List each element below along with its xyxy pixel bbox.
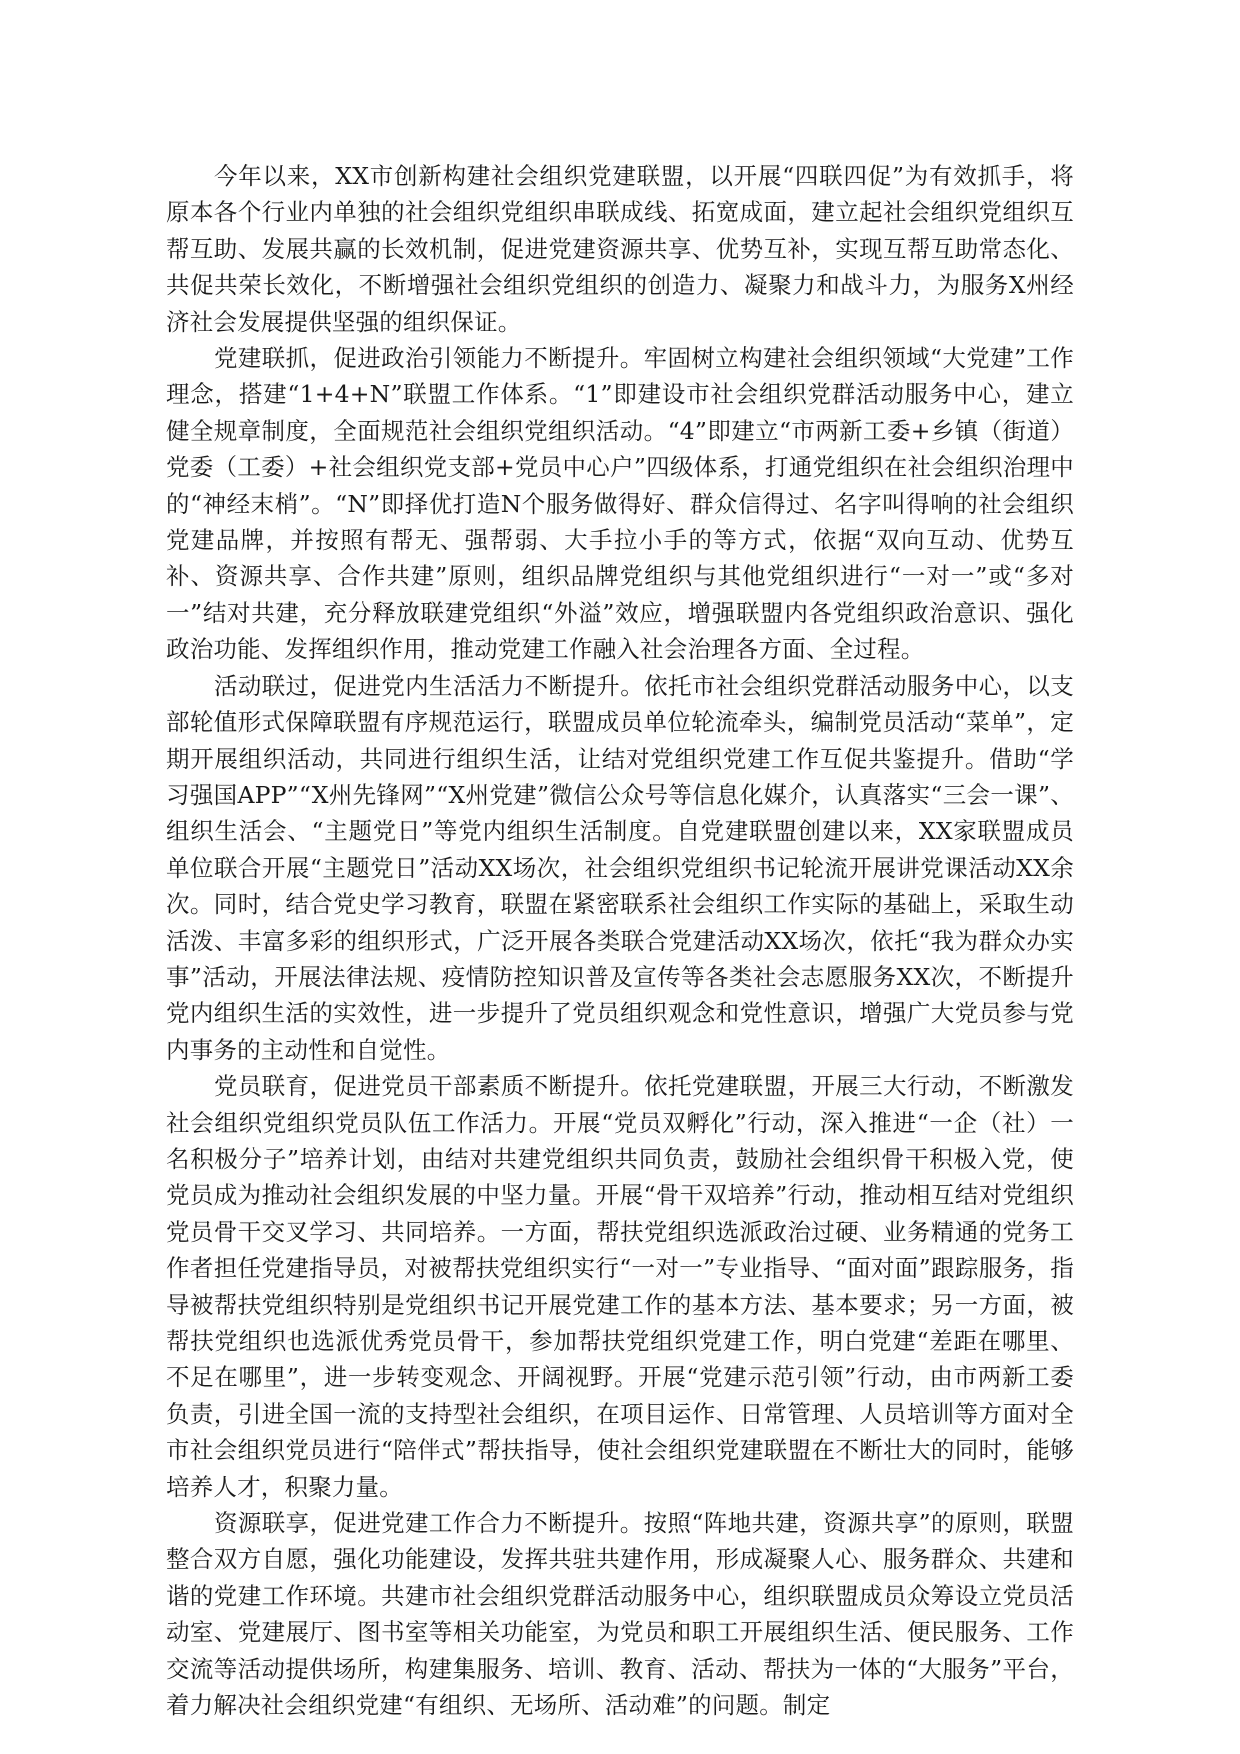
document-body	[166, 158, 1074, 1723]
paragraph-resource-sharing: 资源联享，促进党建工作合力不断提升。按照“阵地共建，资源共享”的原则，联盟整合双方自愿，强化功能建设，发挥共驻共建作用，形成凝聚人心、服务群众、共建和谐的党建工作环境。共建市社会组织党群活动服务中心，组织联盟成员众筹设立党员活动室、党建展厅、图书室等相关功能室，为党员和职工开展组织生活、便民服务、工作交流等活动提供场所，构建集服务、培训、教育、活动、帮扶为一体的“大服务”平台，着力解决社会组织党建“有组织、无场所、活动难”的问题。制定	[166, 1509, 1074, 1720]
paragraph-intro: 今年以来，XX市创新构建社会组织党建联盟，以开展“四联四促”为有效抓手，将原本各个行业内单独的社会组织党组织串联成线、拓宽成面，建立起社会组织党组织互帮互助、发展共赢的长效机制，促进党建资源共享、优势互补，实现互帮互助常态化、共促共荣长效化，不断增强社会组织党组织的创造力、凝聚力和战斗力，为服务X州经济社会发展提供坚强的组织保证。	[166, 162, 1074, 336]
paragraph-party-building: 党建联抓，促进政治引领能力不断提升。牢固树立构建社会组织领域“大党建”工作理念，搭建“1+4+N”联盟工作体系。“1”即建设市社会组织党群活动服务中心，建立健全规章制度，全面规范社会组织党组织活动。“4”即建立“市两新工委+乡镇（街道）党委（工委）+社会组织党支部+党员中心户”四级体系，打通党组织在社会组织治理中的“神经末梢”。“N”即择优打造N个服务做得好、群众信得过、名字叫得响的社会组织党建品牌，并按照有帮无、强帮弱、大手拉小手的等方式，依据“双向互动、优势互补、资源共享、合作共建”原则，组织品牌党组织与其他党组织进行“一对一”或“多对一”结对共建，充分释放联建党组织“外溢”效应，增强联盟内各党组织政治意识、强化政治功能、发挥组织作用，推动党建工作融入社会治理各方面、全过程。	[166, 344, 1074, 664]
paragraph-member-training: 党员联育，促进党员干部素质不断提升。依托党建联盟，开展三大行动，不断激发社会组织党组织党员队伍工作活力。开展“党员双孵化”行动，深入推进“一企（社）一名积极分子”培养计划，由结对共建党组织共同负责，鼓励社会组织骨干积极入党，使党员成为推动社会组织发展的中坚力量。开展“骨干双培养”行动，推动相互结对党组织党员骨干交叉学习、共同培养。一方面，帮扶党组织选派政治过硬、业务精通的党务工作者担任党建指导员，对被帮扶党组织实行“一对一”专业指导、“面对面”跟踪服务，指导被帮扶党组织特别是党组织书记开展党建工作的基本方法、基本要求；另一方面，被帮扶党组织也选派优秀党员骨干，参加帮扶党组织党建工作，明白党建“差距在哪里、不足在哪里”，进一步转变观念、开阔视野。开展“党建示范引领”行动，由市两新工委负责，引进全国一流的支持型社会组织，在项目运作、日常管理、人员培训等方面对全市社会组织党员进行“陪伴式”帮扶指导，使社会组织党建联盟在不断壮大的同时，能够培养人才，积聚力量。	[166, 1072, 1074, 1501]
paragraph-activities: 活动联过，促进党内生活活力不断提升。依托市社会组织党群活动服务中心，以支部轮值形式保障联盟有序规范运行，联盟成员单位轮流牵头，编制党员活动“菜单”，定期开展组织活动，共同进行组织生活，让结对党组织党建工作互促共鉴提升。借助“学习强国APP”“X州先锋网”“X州党建”微信公众号等信息化媒介，认真落实“三会一课”、组织生活会、“主题党日”等党内组织生活制度。自党建联盟创建以来，XX家联盟成员单位联合开展“主题党日”活动XX场次，社会组织党组织书记轮流开展讲党课活动XX余次。同时，结合党史学习教育，联盟在紧密联系社会组织工作实际的基础上，采取生动活泼、丰富多彩的组织形式，广泛开展各类联合党建活动XX场次，依托“我为群众办实事”活动，开展法律法规、疫情防控知识普及宣传等各类社会志愿服务XX次，不断提升党内组织生活的实效性，进一步提升了党员组织观念和党性意识，增强广大党员参与党内事务的主动性和自觉性。	[166, 671, 1074, 1064]
